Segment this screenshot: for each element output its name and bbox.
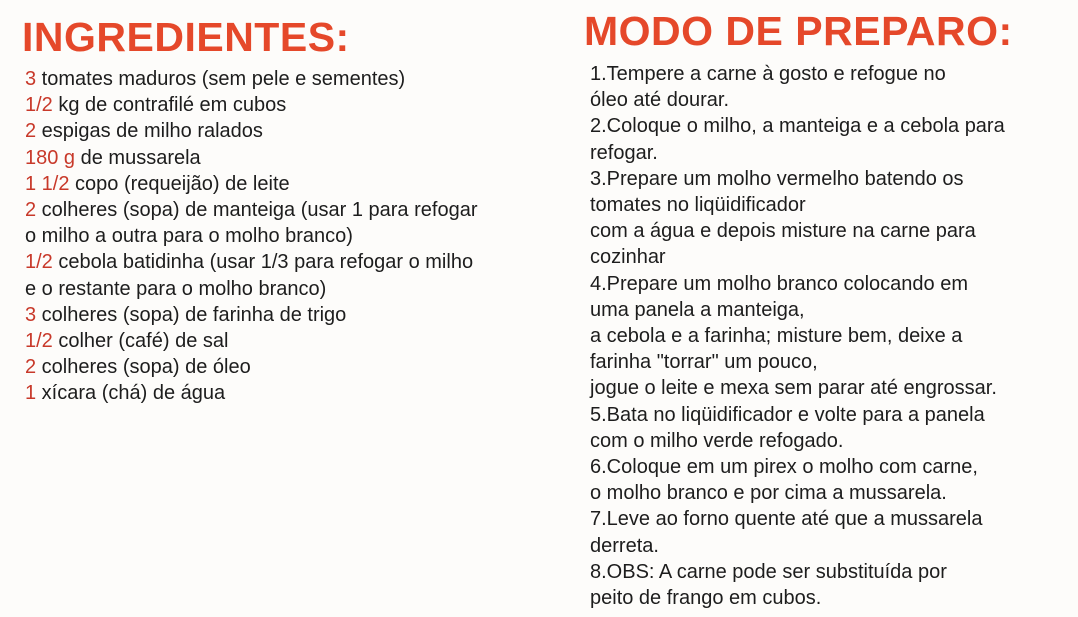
- ingredient-quantity: 1: [25, 382, 37, 405]
- ingredient-text: xícara (chá) de água: [36, 382, 226, 405]
- step-line: 4.Prepare um molho branco colocando em: [590, 272, 968, 295]
- preparation-heading: MODO DE PREPARO:: [584, 8, 1013, 54]
- ingredient-line: [25, 302, 570, 328]
- step-line: uma panela a manteiga,: [590, 298, 805, 321]
- ingredient-quantity: 3: [25, 68, 37, 90]
- ingredient-text: e o restante para o molho branco): [25, 277, 327, 300]
- step-line: refogar.: [590, 141, 658, 164]
- ingredient-text: colheres (sopa) de óleo: [36, 356, 251, 379]
- ingredient-line: [25, 171, 570, 197]
- step-line: jogue o leite e mexa sem parar até engrossar.: [590, 377, 997, 400]
- step-line: farinha "torrar" um pouco,: [590, 351, 818, 374]
- ingredient-text: kg de contrafilé em cubos: [52, 94, 287, 117]
- ingredients-heading: INGREDIENTES:: [22, 14, 350, 60]
- preparation-steps: [590, 61, 1065, 611]
- step-line: 7.Leve ao forno quente até que a mussarela: [590, 508, 983, 531]
- ingredient-quantity: 1 1/2: [25, 172, 70, 195]
- ingredient-text: espigas de milho ralados: [36, 120, 263, 143]
- ingredient-quantity: 2: [25, 356, 37, 379]
- ingredient-quantity: 1/2: [25, 94, 53, 117]
- ingredient-text: de mussarela: [75, 146, 201, 169]
- ingredient-text: copo (requeijão) de leite: [69, 172, 290, 195]
- ingredient-line: [25, 354, 570, 380]
- step-line: 8.OBS: A carne pode ser substituída por: [590, 560, 947, 583]
- ingredient-quantity: 3: [25, 303, 37, 326]
- ingredient-text: tomates maduros (sem pele e sementes): [36, 68, 406, 90]
- step-line: cozinhar: [590, 246, 666, 269]
- step-line: 6.Coloque em um pirex o molho com carne,: [590, 456, 978, 479]
- ingredients-list: [25, 66, 570, 407]
- ingredient-line: [25, 145, 570, 171]
- step-line: 1.Tempere a carne à gosto e refogue no: [590, 63, 946, 85]
- step-line: 2.Coloque o milho, a manteiga e a cebola para: [590, 115, 1005, 138]
- ingredient-quantity: 1/2: [25, 330, 53, 353]
- ingredient-quantity: 2: [25, 120, 37, 143]
- step-line: com a água e depois misture na carne para: [590, 220, 976, 243]
- step-line: com o milho verde refogado.: [590, 429, 844, 452]
- ingredient-line: [25, 118, 570, 144]
- step-line: 3.Prepare um molho vermelho batendo os: [590, 167, 964, 190]
- step-line: óleo até dourar.: [590, 89, 729, 112]
- ingredient-text: colheres (sopa) de manteiga (usar 1 para refogar: [36, 199, 478, 222]
- step-line: o molho branco e por cima a mussarela.: [590, 482, 947, 505]
- ingredient-line: [25, 328, 570, 354]
- ingredient-quantity: 180 g: [25, 146, 76, 169]
- ingredient-line: [25, 223, 570, 249]
- step-line: peito de frango em cubos.: [590, 587, 822, 610]
- step-line: a cebola e a farinha; misture bem, deixe a: [590, 325, 963, 348]
- step-line: 5.Bata no liqüidificador e volte para a panela: [590, 403, 985, 426]
- step-line: derreta.: [590, 534, 659, 557]
- ingredient-line: [25, 380, 570, 406]
- ingredient-line: [25, 197, 570, 223]
- ingredient-line: [25, 66, 570, 92]
- ingredient-line: [25, 276, 570, 302]
- ingredient-text: cebola batidinha (usar 1/3 para refogar o milho: [52, 251, 474, 274]
- ingredient-line: [25, 92, 570, 118]
- ingredient-text: colheres (sopa) de farinha de trigo: [36, 303, 347, 326]
- ingredient-text: colher (café) de sal: [52, 330, 229, 353]
- ingredient-quantity: 1/2: [25, 251, 53, 274]
- ingredient-quantity: 2: [25, 199, 37, 222]
- ingredient-text: o milho a outra para o molho branco): [25, 225, 353, 248]
- step-line: tomates no liqüidificador: [590, 194, 806, 217]
- ingredient-line: [25, 249, 570, 275]
